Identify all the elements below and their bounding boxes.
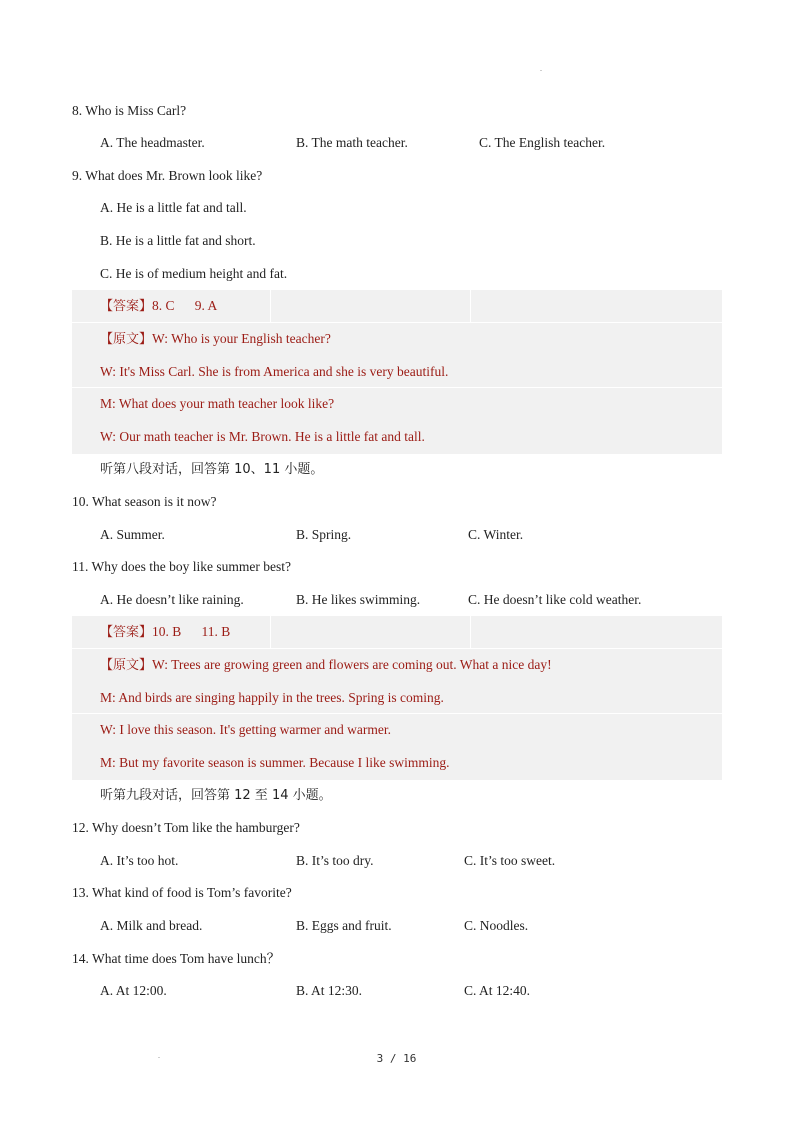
cell-divider: [270, 290, 271, 322]
section-heading-8: 听第八段对话，回答第 10、11 小题。: [100, 462, 324, 477]
q8-option-a: A. The headmaster.: [100, 135, 205, 150]
row-divider: [72, 648, 722, 649]
question-13: 13. What kind of food is Tom’s favorite?: [72, 885, 292, 900]
answer-text: 10. B 11. B: [152, 624, 231, 639]
q10-option-a: A. Summer.: [100, 527, 165, 542]
section-heading-9: 听第九段对话，回答第 12 至 14 小题。: [100, 788, 332, 803]
q9-option-c: C. He is of medium height and fat.: [100, 266, 288, 281]
script-tag: 【原文】: [100, 332, 153, 347]
q11-option-a: A. He doesn’t like raining.: [100, 592, 244, 607]
q11-option-c: C. He doesn’t like cold weather.: [468, 592, 642, 607]
row-divider: [72, 322, 722, 323]
q10-option-b: B. Spring.: [296, 527, 352, 542]
dialogue-line: W: I love this season. It's getting warmer and warmer.: [100, 722, 391, 737]
question-11: 11. Why does the boy like summer best?: [72, 559, 291, 574]
dialogue-line: M: But my favorite season is summer. Because I like swimming.: [100, 755, 450, 770]
q12-option-c: C. It’s too sweet.: [464, 853, 556, 868]
dialogue-line: M: And birds are singing happily in the trees. Spring is coming.: [100, 690, 444, 705]
q10-option-c: C. Winter.: [468, 527, 524, 542]
question-14: 14. What time does Tom have lunch？: [72, 951, 281, 966]
dialogue-line: W: Trees are growing green and flowers are coming out. What a nice day!: [152, 657, 552, 672]
q9-option-b: B. He is a little fat and short.: [100, 233, 256, 248]
question-10: 10. What season is it now?: [72, 494, 217, 509]
answer-line-2: [100, 622, 230, 643]
q12-option-a: A. It’s too hot.: [100, 853, 179, 868]
answer-tag: 【答案】: [100, 625, 153, 640]
dialogue-line: W: Our math teacher is Mr. Brown. He is a little fat and tall.: [100, 429, 425, 444]
q13-option-c: C. Noodles.: [464, 918, 529, 933]
row-divider: [72, 713, 722, 714]
question-12: 12. Why doesn’t Tom like the hamburger?: [72, 820, 300, 835]
script-tag: 【原文】: [100, 658, 153, 673]
dialogue-line: W: It's Miss Carl. She is from America and she is very beautiful.: [100, 364, 449, 379]
answer-tag: 【答案】: [100, 299, 153, 314]
q11-option-b: B. He likes swimming.: [296, 592, 421, 607]
script-line-1: [100, 329, 331, 350]
cell-divider: [470, 616, 471, 648]
script-line-2: [100, 655, 552, 676]
question-9: 9. What does Mr. Brown look like?: [72, 168, 263, 183]
q14-option-a: A. At 12:00.: [100, 983, 167, 998]
cell-divider: [470, 290, 471, 322]
answer-text: 8. C 9. A: [152, 298, 218, 313]
q13-option-b: B. Eggs and fruit.: [296, 918, 392, 933]
q13-option-a: A. Milk and bread.: [100, 918, 203, 933]
dialogue-line: W: Who is your English teacher?: [152, 331, 331, 346]
row-divider: [72, 387, 722, 388]
q8-option-c: C. The English teacher.: [479, 135, 606, 150]
question-8: 8. Who is Miss Carl?: [72, 103, 187, 118]
q14-option-c: C. At 12:40.: [464, 983, 531, 998]
q14-option-b: B. At 12:30.: [296, 983, 363, 998]
dialogue-line: M: What does your math teacher look like?: [100, 396, 335, 411]
q9-option-a: A. He is a little fat and tall.: [100, 200, 247, 215]
cell-divider: [270, 616, 271, 648]
speck: [540, 70, 542, 71]
q12-option-b: B. It’s too dry.: [296, 853, 374, 868]
q8-option-b: B. The math teacher.: [296, 135, 408, 150]
page-number: 3 / 16: [376, 1052, 417, 1065]
answer-line-1: [100, 296, 217, 317]
